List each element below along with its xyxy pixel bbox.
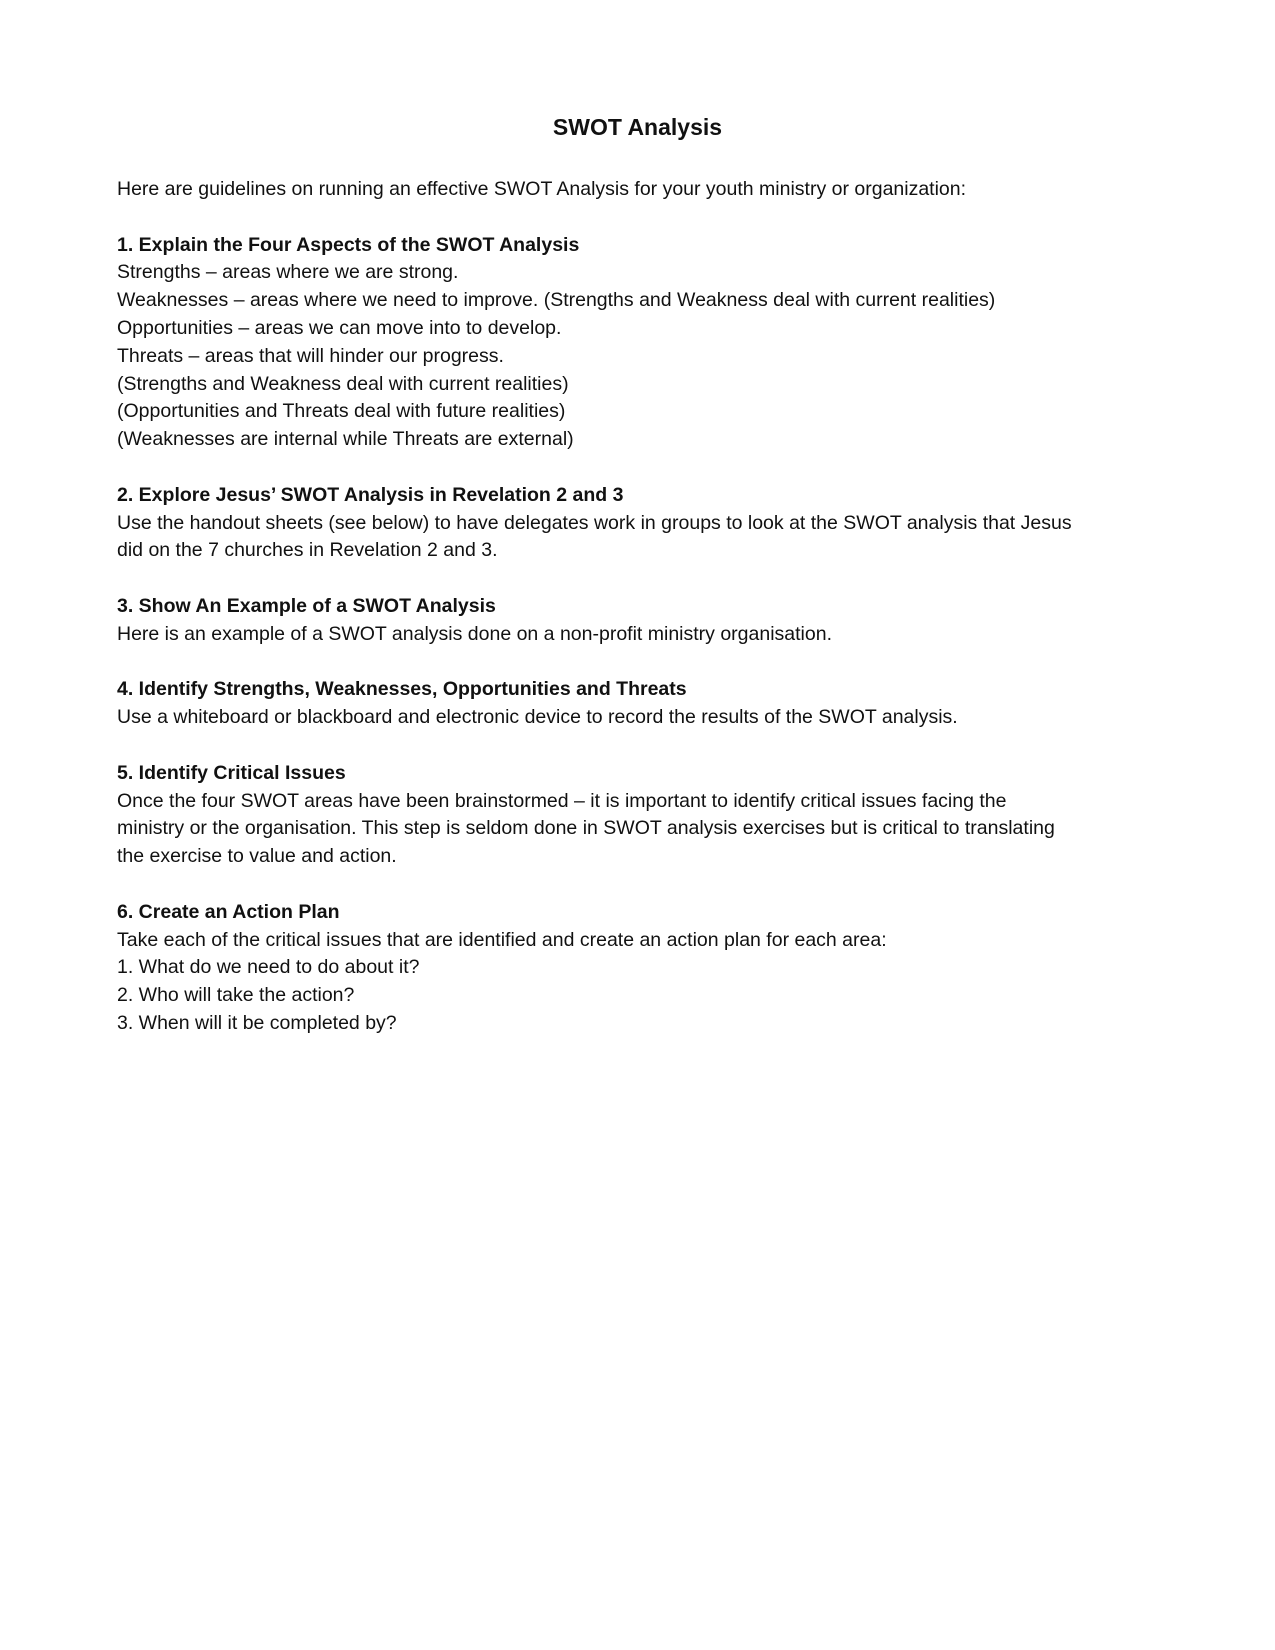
text-line: Weaknesses – areas where we need to improve. (Strengths and Weakness deal with current realities) [117, 289, 996, 312]
text-line: (Weaknesses are internal while Threats are external) [117, 428, 574, 451]
text-line: Here is an example of a SWOT analysis done on a non-profit ministry organisation. [117, 622, 832, 645]
text-line: Threats – areas that will hinder our progress. [117, 344, 504, 367]
intro-paragraph: Here are guidelines on running an effective SWOT Analysis for your youth ministry or organization: [117, 178, 967, 200]
section-identify-swot [117, 676, 1177, 732]
text-line: 1. What do we need to do about it? [117, 956, 420, 979]
section-heading: 6. Create an Action Plan [117, 900, 340, 923]
section-critical-issues [117, 760, 1177, 871]
text-line: Once the four SWOT areas have been brainstormed – it is important to identify critical issues facing the [117, 789, 1007, 812]
text-line: 3. When will it be completed by? [117, 1011, 397, 1034]
section-heading: 5. Identify Critical Issues [117, 761, 346, 784]
text-line: (Opportunities and Threats deal with future realities) [117, 400, 566, 423]
section-show-example [117, 593, 1177, 649]
section-explain-aspects [117, 232, 1177, 454]
section-explore-revelation [117, 482, 1177, 565]
text-line: Use the handout sheets (see below) to have delegates work in groups to look at the SWOT analysis that Jesus [117, 511, 1072, 534]
section-heading: 2. Explore Jesus’ SWOT Analysis in Revelation 2 and 3 [117, 483, 624, 506]
text-line: ministry or the organisation. This step is seldom done in SWOT analysis exercises but is critical to translating [117, 817, 1055, 840]
text-line: (Strengths and Weakness deal with current realities) [117, 372, 569, 395]
text-line: Take each of the critical issues that are identified and create an action plan for each area: [117, 928, 887, 951]
text-line: Opportunities – areas we can move into to develop. [117, 316, 562, 339]
text-line: did on the 7 churches in Revelation 2 and 3. [117, 539, 498, 562]
text-line: 2. Who will take the action? [117, 984, 355, 1007]
section-heading: 3. Show An Example of a SWOT Analysis [117, 594, 496, 617]
section-heading: 4. Identify Strengths, Weaknesses, Opportunities and Threats [117, 678, 687, 701]
section-action-plan [117, 899, 1177, 1038]
page-title: SWOT Analysis [552, 114, 723, 140]
text-line: Use a whiteboard or blackboard and electronic device to record the results of the SWOT analysis. [117, 706, 958, 729]
text-line: the exercise to value and action. [117, 845, 397, 868]
document-body [117, 176, 1177, 1066]
text-line: Strengths – areas where we are strong. [117, 261, 459, 284]
section-heading: 1. Explain the Four Aspects of the SWOT Analysis [117, 233, 580, 256]
